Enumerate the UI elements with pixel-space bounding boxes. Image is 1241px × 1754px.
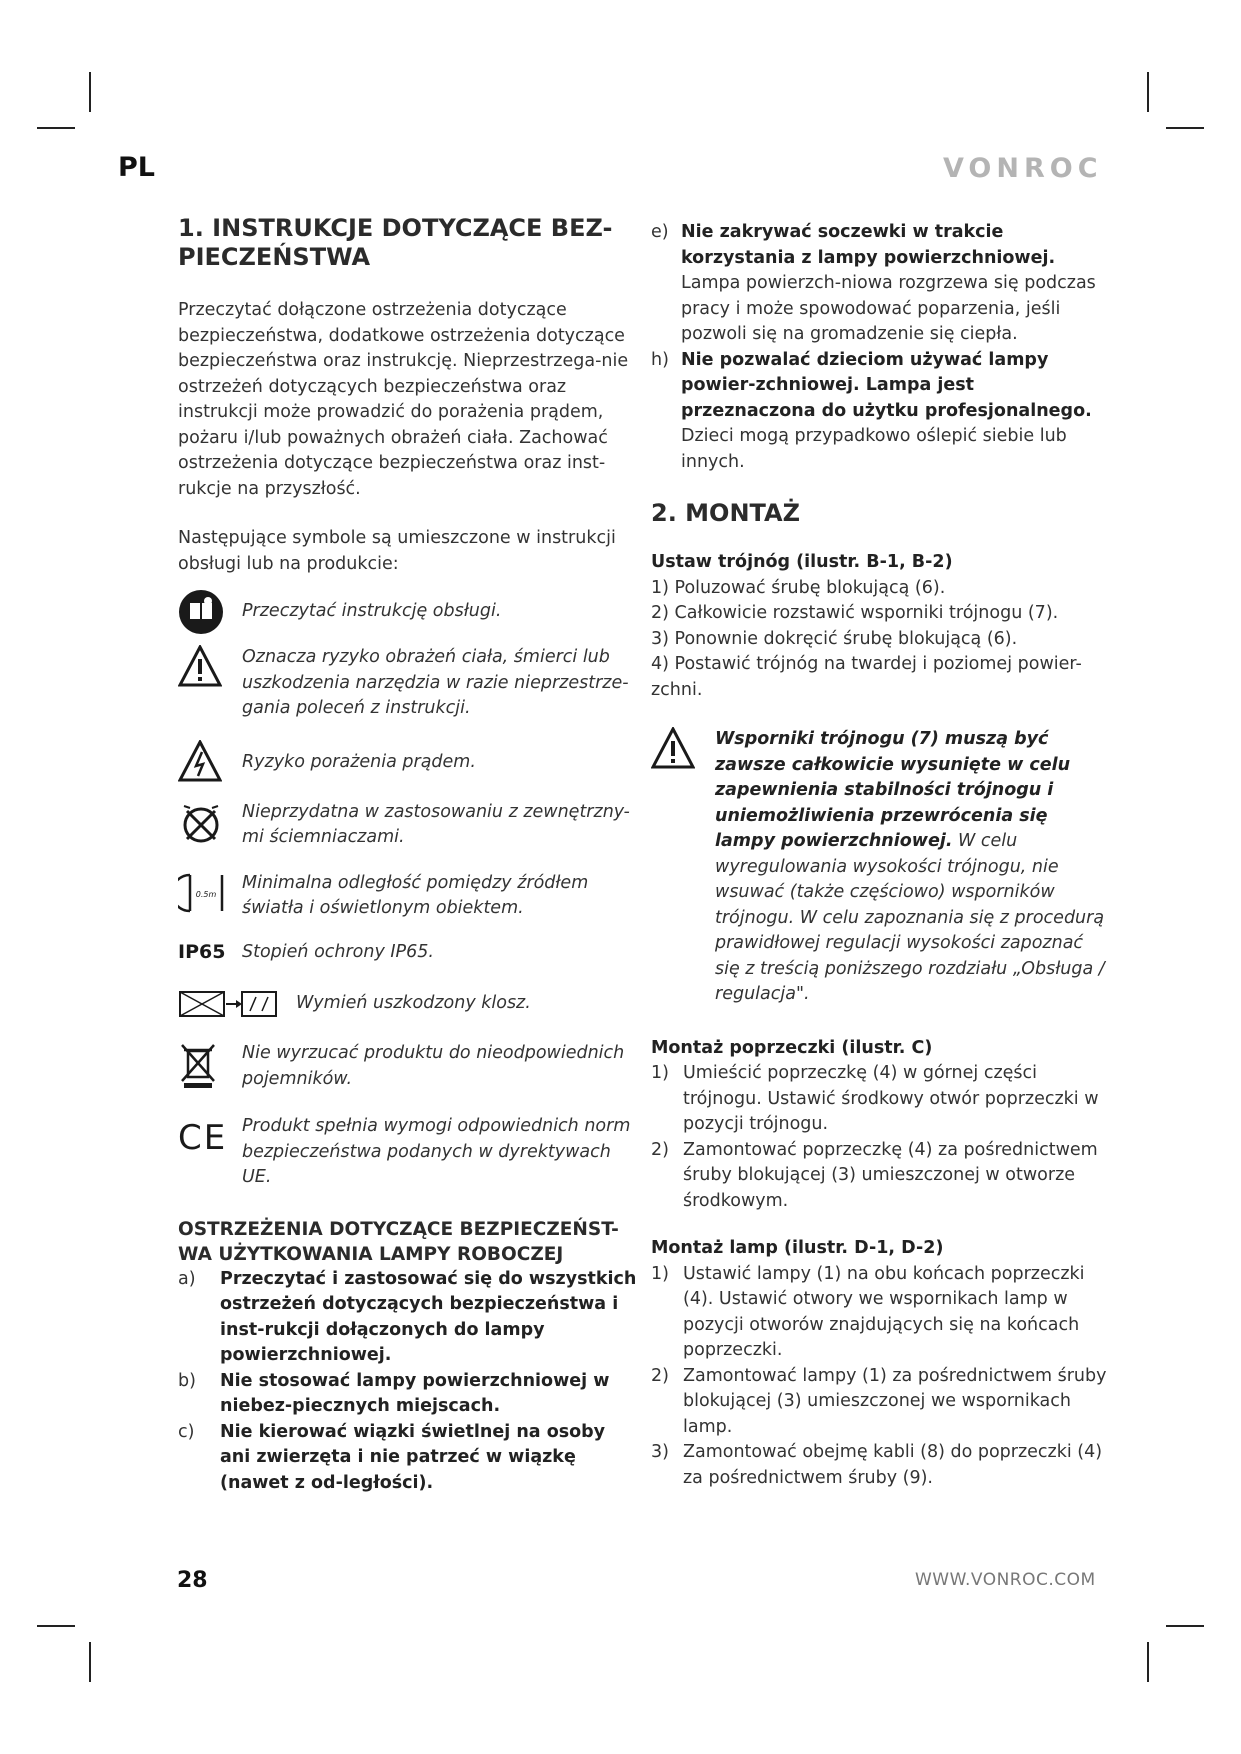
crop-mark <box>1147 72 1149 112</box>
ce-icon: CE <box>178 1118 228 1158</box>
symbol-item <box>178 871 638 922</box>
list-text: Zamontować poprzeczkę (4) za pośrednictwem śruby blokującej (3) umieszczonej w otworze środkowym. <box>683 1139 1098 1211</box>
symbol-item <box>178 800 638 851</box>
list-text-bold: Nie zakrywać soczewki w trakcie korzystania z lampy powierzchniowej. <box>681 222 1056 268</box>
list-label: 2) <box>651 1139 669 1160</box>
list-text-normal: Lampa powierzch-niowa rozgrzewa się podczas pracy i może spowodować poparzenia, jeśli pozwoli się na gromadzenie się ciepła. <box>681 273 1096 344</box>
list-label: b) <box>178 1370 196 1391</box>
list-text: Zamontować lampy (1) za pośrednictwem śruby blokującej (3) umieszczonej we wspornikach lamp. <box>683 1365 1107 1437</box>
list-text: Przeczytać i zastosować się do wszystkich ostrzeżeń dotyczących bezpieczeństwa i inst-rukcji dołączonych do lampy powierzchniowej. <box>220 1268 637 1365</box>
symbol-text: Ryzyko porażenia prądem. <box>242 751 476 772</box>
no-bin-icon <box>178 1041 242 1089</box>
symbol-item <box>178 1041 638 1092</box>
crop-mark <box>37 1625 75 1627</box>
crossbar-title-text: Montaż poprzeczki (ilustr. C) <box>651 1037 933 1058</box>
tripod-title-text: Ustaw trójnóg (ilustr. B-1, B-2) <box>651 552 953 572</box>
tripod-step: 1) Poluzować śrubę blokującą (6). <box>651 577 946 598</box>
list-label: e) <box>651 222 669 242</box>
symbol-item <box>178 740 638 784</box>
list-item <box>178 1267 638 1369</box>
list-label: 1) <box>651 1063 669 1083</box>
symbol-text: Stopień ochrony IP65. <box>242 941 434 962</box>
list-text-bold: Nie pozwalać dzieciom używać lampy powier-zchniowej. Lampa jest przeznaczona do użytku profesjonalnego. <box>681 349 1092 421</box>
symbol-item <box>178 989 638 1019</box>
right-column <box>651 220 1111 1491</box>
symbol-item <box>178 589 638 637</box>
tripod-step: 3) Ponownie dokręcić śrubę blokującą (6). <box>651 628 1018 649</box>
list-item <box>178 1369 638 1420</box>
crop-mark <box>89 72 91 112</box>
lamps-title-text: Montaż lamp (ilustr. D-1, D-2) <box>651 1238 944 1258</box>
list-item <box>651 1440 1111 1491</box>
symbol-text: Oznacza ryzyko obrażeń ciała, śmierci lub uszkodzenia narzędzia w razie nieprzestrze-gania poleceń z instrukcji. <box>242 647 629 718</box>
brand-logo: VONROC <box>943 153 1103 184</box>
website-url: WWW.VONROC.COM <box>915 1570 1096 1590</box>
tripod-warning-normal: W celu wyregulowania wysokości trójnogu, nie wsuwać (także częściowo) wsporników trójnogu. W celu zapoznania się z procedurą prawidłowej regulacji wysokości zapoznać się z treścią poniższego rozdziału „Obsługa / regulacja". <box>715 831 1105 1004</box>
safety-intro: Przeczytać dołączone ostrzeżenia dotyczące bezpieczeństwa, dodatkowe ostrzeżenia dotyczące bezpieczeństwa oraz instrukcję. Nieprzestrzega-nie ostrzeżeń dotyczących bezpieczeństwa oraz instrukcji może prowadzić do porażenia prądem, pożaru i/lub poważnych obrażeń ciała. Zachować ostrzeżenia dotyczące bezpieczeństwa oraz inst-rukcje na przyszłość. <box>178 300 629 499</box>
symbol-item <box>178 645 638 722</box>
list-label: 1) <box>651 1263 669 1284</box>
list-text <box>681 348 1111 476</box>
symbol-item <box>178 940 638 966</box>
page-number: 28 <box>177 1568 208 1593</box>
warning-icon <box>178 645 242 689</box>
left-column <box>178 214 638 1496</box>
lamps-title <box>651 1236 1111 1262</box>
work-lamp-warnings-title: OSTRZEŻENIA DOTYCZĄCE BEZPIECZEŃST-WA UŻYTKOWANIA LAMPY ROBOCZEJ <box>178 1218 619 1265</box>
warning-icon <box>651 727 715 771</box>
list-label: c) <box>178 1421 195 1442</box>
tripod-title <box>651 550 1111 576</box>
symbol-text: Przeczytać instrukcję obsługi. <box>242 601 502 621</box>
read-manual-icon <box>178 589 242 635</box>
symbol-item <box>178 1114 638 1191</box>
list-label: h) <box>651 349 669 370</box>
list-text: Nie stosować lampy powierzchniowej w niebez-piecznych miejscach. <box>220 1370 610 1416</box>
symbol-text: Minimalna odległość pomiędzy źródłem światła i oświetlonym obiektem. <box>242 872 589 918</box>
list-text: Nie kierować wiązki świetlnej na osoby ani zwierzęta i nie patrzeć w wiązkę (nawet z od-ległości). <box>220 1421 606 1493</box>
crop-mark <box>1166 127 1204 129</box>
list-text: Zamontować obejmę kabli (8) do poprzeczki (4) za pośrednictwem śruby (9). <box>683 1442 1103 1488</box>
symbol-text: Wymień uszkodzony klosz. <box>296 993 531 1013</box>
tripod-warning-bold: Wsporniki trójnogu (7) muszą być zawsze całkowicie wysunięte w celu zapewnienia stabilności trójnogu i uniemożliwienia przewrócenia się lampy powierzchniowej. <box>715 729 1071 851</box>
electric-shock-icon <box>178 740 242 784</box>
list-item <box>651 1138 1111 1215</box>
crop-mark <box>1166 1625 1204 1627</box>
list-item <box>651 1262 1111 1364</box>
symbol-text: Nieprzydatna w zastosowaniu z zewnętrzny-mi ściemniaczami. <box>242 801 630 847</box>
list-label: 3) <box>651 1442 669 1462</box>
section-title-assembly: 2. MONTAŻ <box>651 499 801 527</box>
tripod-step: 2) Całkowicie rozstawić wsporniki trójnogu (7). <box>651 603 1059 623</box>
crop-mark <box>1147 1642 1149 1682</box>
replace-glass-icon <box>178 989 296 1019</box>
list-item <box>178 1420 638 1497</box>
tripod-warning-text <box>715 727 1111 1008</box>
crop-mark <box>89 1642 91 1682</box>
tripod-warning <box>651 727 1111 1008</box>
no-dimmer-icon <box>178 800 242 846</box>
list-item <box>651 1061 1111 1138</box>
symbols-intro: Następujące symbole są umieszczone w instrukcji obsługi lub na produkcie: <box>178 528 616 574</box>
list-text: Ustawić lampy (1) na obu końcach poprzeczki (4). Ustawić otwory we wspornikach lamp w pozycji otworów znajdujących się na końcach poprzeczki. <box>683 1263 1085 1360</box>
list-item <box>651 1364 1111 1441</box>
list-text <box>681 220 1111 348</box>
tripod-step: 4) Postawić trójnóg na twardej i poziomej powier-zchni. <box>651 654 1082 700</box>
min-distance-icon <box>178 871 242 915</box>
symbol-text: Nie wyrzucać produktu do nieodpowiednich pojemników. <box>242 1043 625 1089</box>
warning-list <box>178 1267 638 1497</box>
symbol-list <box>178 589 638 1191</box>
list-item <box>651 220 1111 348</box>
list-label: 2) <box>651 1365 669 1386</box>
ip65-icon: IP65 <box>178 940 226 963</box>
list-label: a) <box>178 1268 196 1289</box>
symbol-text: Produkt spełnia wymogi odpowiednich norm bezpieczeństwa podanych w dyrektywach UE. <box>242 1116 631 1187</box>
list-item <box>651 348 1111 476</box>
crossbar-title <box>651 1036 1111 1062</box>
section-title-safety: 1. INSTRUKCJE DOTYCZĄCE BEZ-PIECZEŃSTWA <box>178 214 613 271</box>
list-text: Umieścić poprzeczkę (4) w górnej części trójnogu. Ustawić środkowy otwór poprzeczki w pozycji trójnogu. <box>683 1063 1099 1134</box>
list-text-normal: Dzieci mogą przypadkowo oślepić siebie lub innych. <box>681 426 1067 472</box>
language-code: PL <box>118 152 155 183</box>
crop-mark <box>37 127 75 129</box>
svg-text:0.5m: 0.5m <box>195 889 217 899</box>
